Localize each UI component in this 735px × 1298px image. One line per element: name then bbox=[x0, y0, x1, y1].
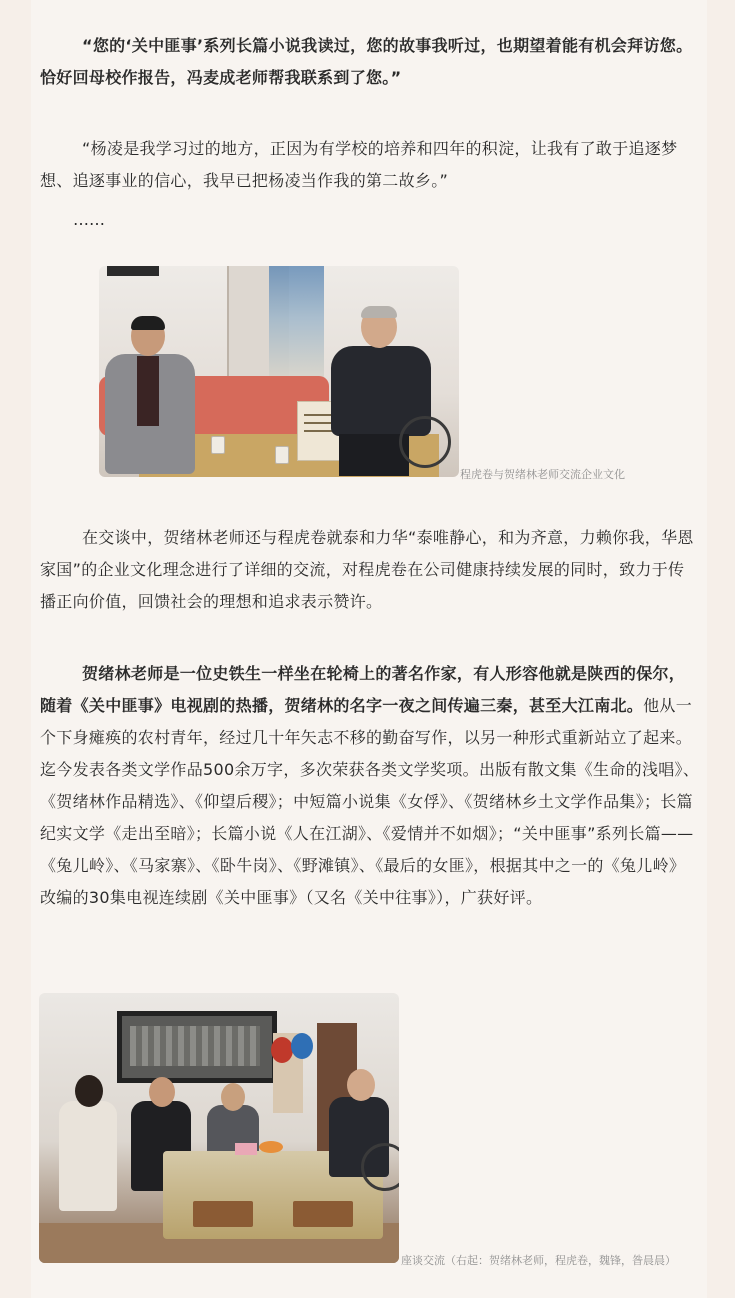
body-paragraph-3: 在交谈中，贺绪林老师还与程虎卷就泰和力华“泰唯静心，和为齐意，力赖你我，华恩家国”的企业文化理念进行了详细的交流，对程虎卷在公司健康持续发展的同时，致力于传播正向价值，回馈社会的理想和追求表示赞许。 bbox=[40, 528, 694, 611]
article-body bbox=[31, 0, 707, 1298]
wall-painting bbox=[117, 1011, 277, 1083]
person-left bbox=[105, 316, 205, 476]
paragraph-4-bold-lead: 贺绪林老师是一位史铁生一样坐在轮椅上的著名作家，有人形容他就是陕西的保尔，随着《关中匪事》电视剧的热播，贺绪林的名字一夜之间传遍三秦，甚至大江南北。 bbox=[40, 664, 686, 715]
photo1-caption: 程虎卷与贺绪林老师交流企业文化 bbox=[460, 468, 625, 481]
body-paragraph-4 bbox=[40, 658, 700, 914]
paragraph-4-text: 他从一个下身瘫痪的农村青年，经过几十年矢志不移的勤奋写作，以另一种形式重新站立了起来。迄今发表各类文学作品500余万字，多次荣获各类文学奖项。出版有散文集《生命的浅唱》、《贺绪林作品精选》、《仰望后稷》；中短篇小说集《女俘》、《贺绪林乡土文学作品集》；长篇纪实文学《走出至暗》；长篇小说《人在江湖》、《爱情并不如烟》；“关中匪事”系列长篇——《兔儿岭》、《马家寨》、《卧牛岗》、《野滩镇》、《最后的女匪》，根据其中之一的《兔儿岭》改编的30集电视连续剧《关中匪事》（又名《关中往事》），广获好评。 bbox=[40, 696, 700, 907]
ellipsis: …… bbox=[73, 210, 105, 229]
photo-conversation bbox=[99, 266, 459, 477]
quote-paragraph-1: “您的‘关中匪事’系列长篇小说我读过，您的故事我听过，也期望着能有机会拜访您。恰好回母校作报告，冯麦成老师帮我联系到了您。” bbox=[40, 36, 693, 87]
quote-paragraph-2: “杨凌是我学习过的地方，正因为有学校的培养和四年的积淀，让我有了敢于追逐梦想、追逐事业的信心，我早已把杨凌当作我的第二故乡。” bbox=[40, 139, 678, 190]
photo-meeting bbox=[39, 993, 399, 1263]
photo2-caption: 座谈交流（右起：贺绪林老师，程虎卷，魏锋，昝晨晨） bbox=[401, 1254, 676, 1267]
